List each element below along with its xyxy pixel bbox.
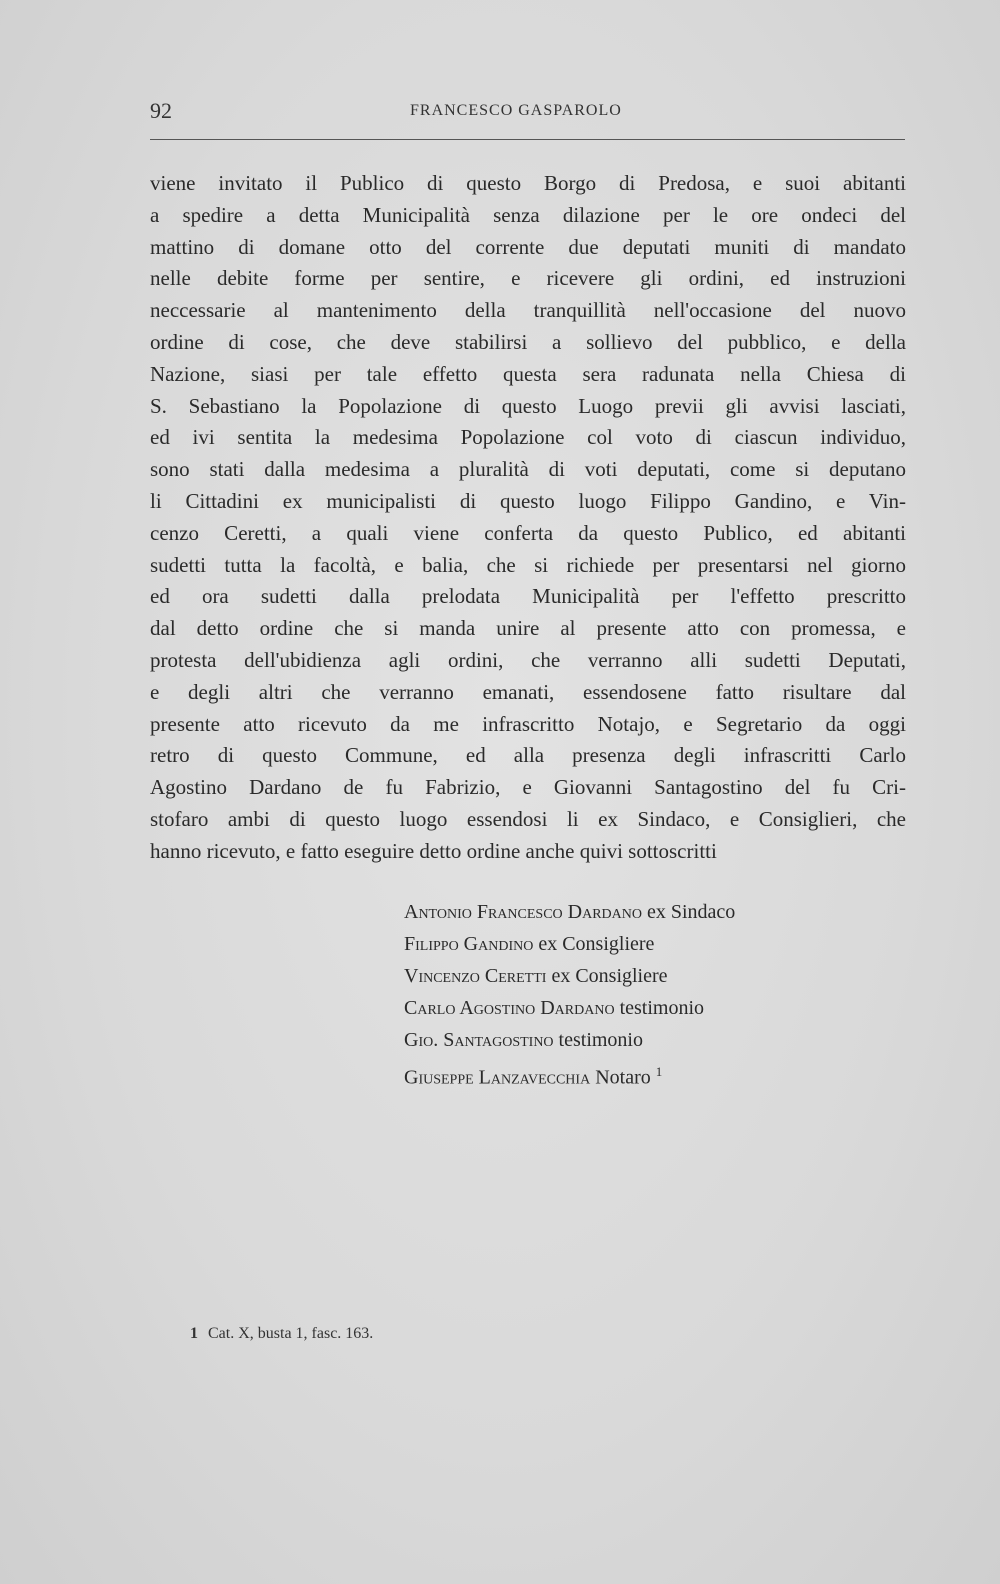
text-line: a spedire a detta Municipalità senza dilazione per le ore ondeci del: [150, 202, 906, 227]
signatory-name: Vincenzo Ceretti: [404, 965, 547, 987]
signature-line: [404, 928, 735, 960]
text-line: S. Sebastiano la Popolazione di questo Luogo previi gli avvisi lasciati,: [150, 393, 906, 418]
signature-block: [404, 896, 735, 1088]
text-line: ed ivi sentita la medesima Popolazione col voto di ciascun individuo,: [150, 425, 906, 450]
text-line: cenzo Ceretti, a quali viene conferta da questo Publico, ed abitanti: [150, 520, 906, 545]
footnote-text: Cat. X, busta 1, fasc. 163.: [208, 1325, 374, 1342]
text-line: nelle debite forme per sentire, e ricevere gli ordini, ed instruzioni: [150, 266, 906, 291]
signatory-name: Gio. Santagostino: [404, 1029, 554, 1051]
signature-line: [404, 960, 735, 992]
signatory-name: Carlo Agostino Dardano: [404, 997, 615, 1019]
text-line: hanno ricevuto, e fatto eseguire detto ordine anche quivi sottoscritti: [150, 838, 717, 863]
footnote: [190, 1325, 373, 1343]
signatory-name: Giuseppe Lanzavecchia: [404, 1066, 591, 1089]
text-line: retro di questo Commune, ed alla presenza degli infrascritti Carlo: [150, 743, 906, 768]
footnote-reference[interactable]: 1: [655, 1064, 663, 1079]
text-line: ordine di cose, che deve stabilirsi a sollievo del pubblico, e della: [150, 329, 906, 354]
text-line: Nazione, siasi per tale effetto questa sera radunata nella Chiesa di: [150, 361, 906, 386]
text-line: presente atto ricevuto da me infrascritto Notajo, e Segretario da oggi: [150, 711, 906, 736]
signatory-role: ex Consigliere: [538, 933, 655, 955]
signatory-role: testimonio: [619, 997, 705, 1019]
text-line: mattino di domane otto del corrente due deputati muniti di mandato: [150, 234, 906, 259]
footnote-mark: 1: [190, 1325, 198, 1342]
text-line: ed ora sudetti dalla prelodata Municipalità per l'effetto prescritto: [150, 584, 906, 609]
text-line: e degli altri che verranno emanati, essendosene fatto risultare dal: [150, 679, 906, 704]
signatory-name: Antonio Francesco Dardano: [404, 901, 642, 923]
text-line: li Cittadini ex municipalisti di questo luogo Filippo Gandino, e Vin-: [150, 488, 906, 513]
header-rule: [150, 139, 905, 140]
signature-line: [404, 1056, 735, 1088]
text-line: dal detto ordine che si manda unire al presente atto con promessa, e: [150, 616, 906, 641]
page-number: 92: [150, 98, 172, 123]
signatory-name: Filippo Gandino: [404, 933, 534, 955]
running-head: [150, 98, 904, 128]
body-text: [150, 168, 906, 868]
signatory-role: ex Consigliere: [551, 965, 668, 987]
signature-line: [404, 992, 735, 1024]
text-line: sudetti tutta la facoltà, e balia, che si richiede per presentarsi nel giorno: [150, 552, 906, 577]
text-line: neccessarie al mantenimento della tranquillità nell'occasione del nuovo: [150, 298, 906, 323]
signature-line: [404, 896, 735, 928]
text-line: stofaro ambi di questo luogo essendosi li ex Sindaco, e Consiglieri, che: [150, 806, 906, 831]
signature-line: [404, 1024, 735, 1056]
text-line: sono stati dalla medesima a pluralità di voti deputati, come si deputano: [150, 457, 906, 482]
text-line: viene invitato il Publico di questo Borgo di Predosa, e suoi abitanti: [150, 171, 906, 195]
signatory-role: ex Sindaco: [646, 901, 736, 923]
signatory-role: Notaro: [595, 1066, 651, 1089]
running-title: FRANCESCO GASPAROLO: [410, 102, 622, 119]
signatory-role: testimonio: [558, 1029, 643, 1051]
text-line: protesta dell'ubidienza agli ordini, che verranno alli sudetti Deputati,: [150, 647, 906, 672]
text-line: Agostino Dardano de fu Fabrizio, e Giovanni Santagostino del fu Cri-: [150, 775, 906, 800]
